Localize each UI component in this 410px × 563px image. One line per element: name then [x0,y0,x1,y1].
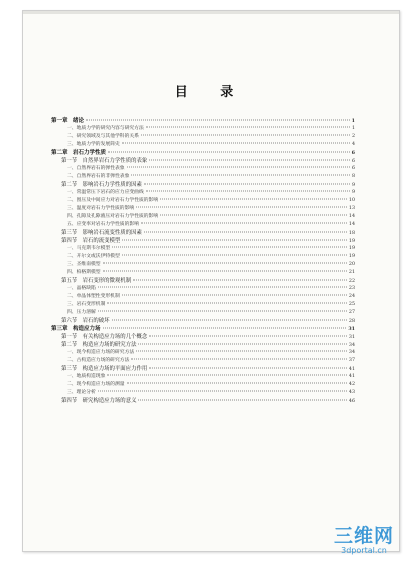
toc-leader-dots [144,232,347,233]
toc-entry-item [51,373,355,381]
toc-page-number: 31 [348,326,355,332]
toc-entry-item [51,309,355,317]
toc-entry-label: 二、研究领域及与其他学科的关系 [67,134,139,139]
toc-entry-section [51,237,355,245]
table-of-contents [51,117,355,405]
toc-entry-chapter [51,325,355,333]
toc-entry-item [51,349,355,357]
toc-leader-dots [103,328,347,329]
toc-page-number: 18 [348,231,355,236]
toc-leader-dots [141,135,350,136]
toc-leader-dots [160,199,347,200]
toc-page-number: 42 [348,382,355,387]
toc-entry-label: 二、开尔文或沃伊特模型 [67,254,120,259]
toc-entry-item [51,357,355,365]
toc-leader-dots [141,223,347,224]
toc-page-number: 27 [348,310,355,315]
toc-page-number: 14 [348,222,355,227]
toc-leader-dots [144,184,350,185]
watermark [326,526,402,555]
toc-entry-label: 第四节 研究构造应力场的意义 [61,398,137,404]
toc-page-number: 23 [348,286,355,291]
toc-leader-dots [138,400,346,401]
toc-entry-section [51,341,355,349]
toc-entry-label: 第三节 影响岩石流变性质的因素 [61,230,142,236]
toc-page-number: 43 [348,390,355,395]
toc-leader-dots [98,287,347,288]
toc-entry-label: 三、温度对岩石力学性质的影响 [67,206,135,211]
toc-entry-label: 二、现今构造应力场的测量 [67,382,125,387]
toc-leader-dots [122,143,350,144]
toc-entry-label: 第二节 影响岩石力学性质的因素 [61,182,142,188]
toc-entry-label: 五、应变率对岩石力学性质的影响 [67,222,139,227]
toc-entry-item [51,141,355,149]
toc-entry-section [51,157,355,165]
toc-page-number: 9 [351,190,355,195]
page-top-rule [23,11,399,14]
toc-entry-section [51,365,355,373]
toc-entry-label: 第一节 自然界岩石力学性质的表象 [61,158,148,164]
toc-entry-item [51,133,355,141]
toc-leader-dots [136,207,347,208]
toc-entry-label: 第一章 绪论 [51,118,85,124]
toc-leader-dots [160,215,347,216]
toc-page-number: 1 [351,118,355,124]
toc-page-number: 1 [351,126,355,131]
toc-entry-item [51,165,355,173]
toc-page-number: 13 [348,206,355,211]
toc-entry-item [51,389,355,397]
toc-entry-item [51,285,355,293]
toc-entry-label: 一、常温常压下岩石的应力应变曲线 [67,190,144,195]
toc-entry-label: 第二节 构造应力场的研究方法 [61,342,137,348]
toc-leader-dots [127,167,350,168]
toc-entry-item [51,381,355,389]
toc-entry-label: 三、岩石变形机制 [67,302,106,307]
toc-entry-section [51,277,355,285]
toc-page-number: 34 [348,343,355,348]
toc-page-number: 19 [348,239,355,244]
toc-entry-label: 三、地质力学的发展简史 [67,142,120,147]
toc-leader-dots [103,263,347,264]
toc-page-number: 14 [348,214,355,219]
toc-leader-dots [112,247,347,248]
toc-page-number: 37 [348,358,355,363]
toc-entry-chapter [51,149,355,157]
toc-leader-dots [138,344,346,345]
toc-entry-item [51,221,355,229]
toc-entry-item [51,253,355,261]
toc-page-number: 10 [348,198,355,203]
toc-page-number: 22 [348,279,355,284]
toc-leader-dots [112,320,347,321]
toc-entry-label: 第一节 有关构造应力场的几个概念 [61,334,148,340]
toc-page-number: 21 [348,270,355,275]
toc-page-number: 31 [348,335,355,340]
toc-leader-dots [98,391,347,392]
toc-entry-label: 一、地质构造现象 [67,374,106,379]
toc-leader-dots [133,280,347,281]
toc-leader-dots [146,191,350,192]
toc-leader-dots [122,255,347,256]
toc-entry-item [51,197,355,205]
toc-page-number: 34 [348,350,355,355]
toc-page-number: 19 [348,254,355,259]
toc-entry-label: 第四节 岩石的流变模型 [61,238,121,244]
toc-entry-label: 二、自然界岩石的非弹性表象 [67,174,130,179]
toc-entry-label: 一、地质力学的研究内容与研究方法 [67,126,144,131]
toc-entry-label: 四、孔隙及孔隙液压对岩石力学性质的影响 [67,214,159,219]
toc-entry-item [51,293,355,301]
toc-page-number: 41 [348,367,355,372]
toc-entry-item [51,205,355,213]
toc-entry-section [51,333,355,341]
toc-entry-label: 一、晶格缺陷 [67,286,96,291]
toc-entry-chapter [51,117,355,125]
toc-leader-dots [108,152,350,153]
toc-leader-dots [86,120,350,121]
toc-entry-label: 二、单晶体塑性变形机制 [67,294,120,299]
toc-entry-section [51,317,355,325]
toc-entry-item [51,269,355,277]
toc-entry-label: 第三章 构造应力场 [51,326,101,332]
toc-leader-dots [122,295,347,296]
toc-entry-label: 一、马克斯韦尔模型 [67,246,111,251]
toc-page-number: 20 [348,262,355,267]
toc-page-number: 25 [348,302,355,307]
toc-page-number: 2 [351,134,355,139]
toc-entry-section [51,181,355,189]
toc-leader-dots [107,303,347,304]
toc-leader-dots [98,311,347,312]
toc-entry-section [51,397,355,405]
toc-entry-label: 三、理论分析 [67,390,96,395]
toc-page-number: 6 [351,166,355,171]
watermark-logo: 三维网 [333,525,394,547]
toc-page-number: 24 [348,294,355,299]
document-page [22,10,400,552]
toc-entry-label: 二、围压及中间应力对岩石力学性质的影响 [67,198,159,203]
toc-leader-dots [149,368,347,369]
toc-page-number: 8 [351,174,355,179]
toc-entry-item [51,301,355,309]
toc-leader-dots [136,351,347,352]
toc-entry-label: 第三节 构造应力场的平面应力作用 [61,366,148,372]
toc-page-number: 4 [351,142,355,147]
toc-entry-item [51,125,355,133]
toc-entry-section [51,229,355,237]
toc-entry-label: 第五节 岩石变形的微观机制 [61,278,132,284]
toc-entry-item [51,189,355,197]
toc-entry-label: 三、圣维南模型 [67,262,101,267]
toc-page-number: 19 [348,246,355,251]
toc-page-number: 6 [351,159,355,164]
toc-entry-item [51,213,355,221]
toc-entry-label: 一、自然界岩石的弹性表象 [67,166,125,171]
toc-page-number: 46 [348,399,355,404]
toc-entry-label: 第六节 岩石的破坏 [61,318,110,324]
toc-entry-item [51,173,355,181]
toc-leader-dots [146,127,350,128]
toc-entry-item [51,245,355,253]
toc-leader-dots [122,240,347,241]
watermark-url: 3dportal.cn [341,546,387,555]
toc-entry-item [51,261,355,269]
toc-page-number: 28 [348,319,355,324]
toc-page-number: 41 [348,374,355,379]
toc-entry-label: 二、古构造应力场的研究方法 [67,358,130,363]
toc-leader-dots [107,375,347,376]
page-title: 目 录 [174,85,248,100]
toc-entry-label: 一、现今构造应力场的研究方法 [67,350,135,355]
toc-leader-dots [103,271,347,272]
toc-entry-label: 四、压力溶解 [67,310,96,315]
toc-page-number: 6 [351,150,355,156]
toc-leader-dots [131,359,347,360]
toc-entry-label: 四、柏格斯模型 [67,270,101,275]
toc-leader-dots [149,336,347,337]
toc-leader-dots [131,175,350,176]
toc-entry-label: 第二章 岩石力学性质 [51,150,107,156]
toc-leader-dots [127,383,347,384]
toc-page-number: 9 [351,183,355,188]
toc-leader-dots [149,160,350,161]
